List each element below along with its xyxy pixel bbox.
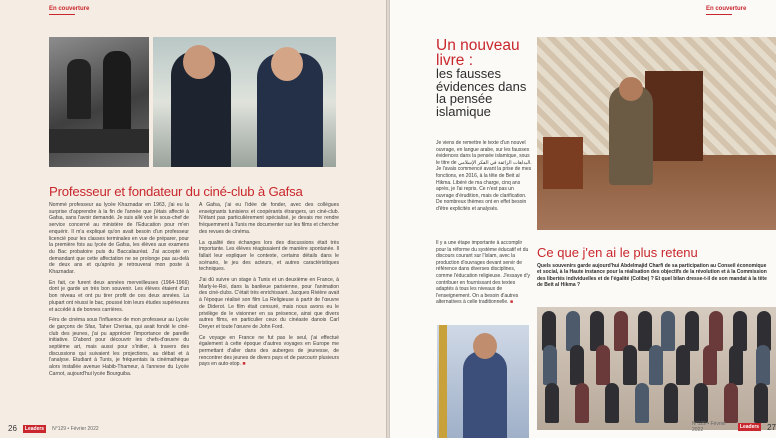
end-mark: ■ — [242, 361, 246, 368]
paragraph: Ce voyage en France ne fut pas le seul, j'ai effectué également à cette époque d'autres voyages en Europe me permettant d'aller dans des auberges de jeunesse, de rencontrer des jeunes de divers pays et de parcourir plusieurs pays en auto-stop. ■ — [199, 334, 339, 368]
paragraph: En fait, ce furent deux années merveilleuses (1964-1966) dont je garde un très bon souvenir. Les élèves étaient d'un bon niveau et ont pu tirer profit de ces deux années. La plupart ont réussi le bac, poussé loin leurs études supérieures et accédé à de bonnes carrières. — [49, 279, 189, 313]
handshake-photo — [153, 37, 336, 167]
text-column-2 — [199, 202, 339, 382]
section-tag: En couverture — [706, 6, 746, 15]
speaker-photo — [437, 325, 529, 438]
left-page — [0, 0, 386, 438]
article-body — [49, 202, 339, 382]
issue-label: N°129 • Février 2022 — [52, 425, 99, 432]
group-photo — [537, 307, 776, 430]
section-title-retenu: Ce que j'en ai le plus retenu — [537, 245, 698, 260]
text-column-1 — [49, 202, 189, 382]
book-title-red: Un nouveau livre : — [436, 37, 520, 69]
paragraph: J'ai dû suivre un stage à Tunis et un deuxième en France, à Marly-le-Roi, dans la banlieue parisienne, pour l'animation des ciné-clubs. C'était très enrichissant. Jacques Rivière avait à l'époque réalisé son film La Religieuse à partir de l'œuvre de Diderot. Le film était censuré, mais nous avons eu le privilège de le visionner en sa présence, ainsi que divers autres films, en particulier ceux du cinéaste danois Carl Dreyer et toute l'œuvre de John Ford. — [199, 277, 339, 330]
page-footer — [8, 424, 99, 433]
paragraph: Féru de cinéma sous l'influence de mon professeur au Lycée de garçons de Sfax, Taher Cheriaa, qui avait fondé le ciné-club des jeunes, j'ai pu apprécier l'importance de pareille initiative. D'abord pour découvrir les chefs-d'œuvre du septième art, mais aussi pour s'initier, à travers des discussions qui suivaient les projections, au débat et à l'analyse. Etudiant à Tunis, je fréquentais la cinémathèque alors installée avenue Habib-Thameur, à l'annexe du Lycée Carnot, aujourd'hui lycée Bourguiba. — [49, 317, 189, 377]
page-number: 27 — [767, 422, 776, 432]
interview-intro: Quels souvenirs garde aujourd'hui Abdelmajid Charfi de sa participation au Conseil économique et social, à la Haute instance pour la réalisation des objectifs de la révolution et à la Commission des libertés individuelles et de l'égalité (Colibe) ? Et quel bilan dresse-t-il de son mandat à la tête de Beit al Hikma ? — [537, 263, 767, 289]
book-title-dark: les fausses évidences dans la pensée islamique — [436, 66, 527, 119]
page-footer-right — [692, 421, 776, 433]
book-text-2: Il y a une étape importante à accomplir pour la réforme du système éducatif et du discours courant sur l'Islam, avec la production d'ouvrages devant servir de référence dans diverses disciplines, comme l'éducation religieuse. J'essaye d'y contribuer en fournissant des textes adaptés à tous les niveaux de l'enseignement. On a besoin d'autres alternatives à celle traditionnelle. ■ — [436, 240, 531, 306]
brand-logo: Leaders — [24, 425, 45, 432]
brand-logo: Leaders — [739, 424, 760, 430]
book-text-1: Je viens de remettre le texte d'un nouvel ouvrage, en langue arabe, sur les fausses évidences dans la pensée islamique, sous le titre de البداهات الزائفة في الفكر الإسلامي. Je l'avais commencé avant la prise de mes fonctions, en 2016, à la tête de Beit al Hikma. Libéré de ma charge, cinq ans après, je l'ai repris. Ce n'est pas un ouvrage d'érudition, mais de clarification. De nombreux thèmes ont en effet besoin d'être explicités et analysés. — [436, 140, 532, 212]
page-number: 26 — [8, 424, 17, 433]
section-tag: En couverture — [49, 6, 89, 15]
issue-label: N°129 • Février 2022 — [692, 421, 727, 433]
archive-photo-bw — [49, 37, 149, 167]
portrait-room-photo — [537, 37, 776, 230]
paragraph: La qualité des échanges lors des discussions était très importante. Les élèves réagissaient de manière spontanée. Il fallait leur expliquer le contexte, certains détails dans le scénario, le jeu des acteurs, et autres caractéristiques techniques. — [199, 239, 339, 273]
paragraph: Nommé professeur au lycée Khaznadar en 1963, j'ai eu la surprise d'apprendre à la fin de l'année que j'étais affecté à Gafsa, sans l'avoir demandé. Je suis allé voir le sous-chef de service concerné au ministère de l'Education pour m'en enquérir. Il m'a expliqué qu'on avait besoin d'un professeur licencié pour les classes terminales en vue de préparer, pour la première fois au lycée de Gafsa, les élèves aux examens du Bac probatoire puis du Baccalauréat. J'ai accepté en demandant que cette affectation ne se prolonge pas au-delà de deux ans et qu'après je retrouverai mon poste à Khaznadar. — [49, 202, 189, 276]
paragraph: A Gafsa, j'ai eu l'idée de fonder, avec des collègues enseignants tunisiens et coopérants étrangers, un ciné-club. N'étant pas particulièrement spécialisé, je devais me rendre fréquemment à Tunis me documenter sur les films et chercher des revues de cinéma. — [199, 202, 339, 235]
article-title: Professeur et fondateur du ciné-club à Gafsa — [49, 184, 303, 199]
